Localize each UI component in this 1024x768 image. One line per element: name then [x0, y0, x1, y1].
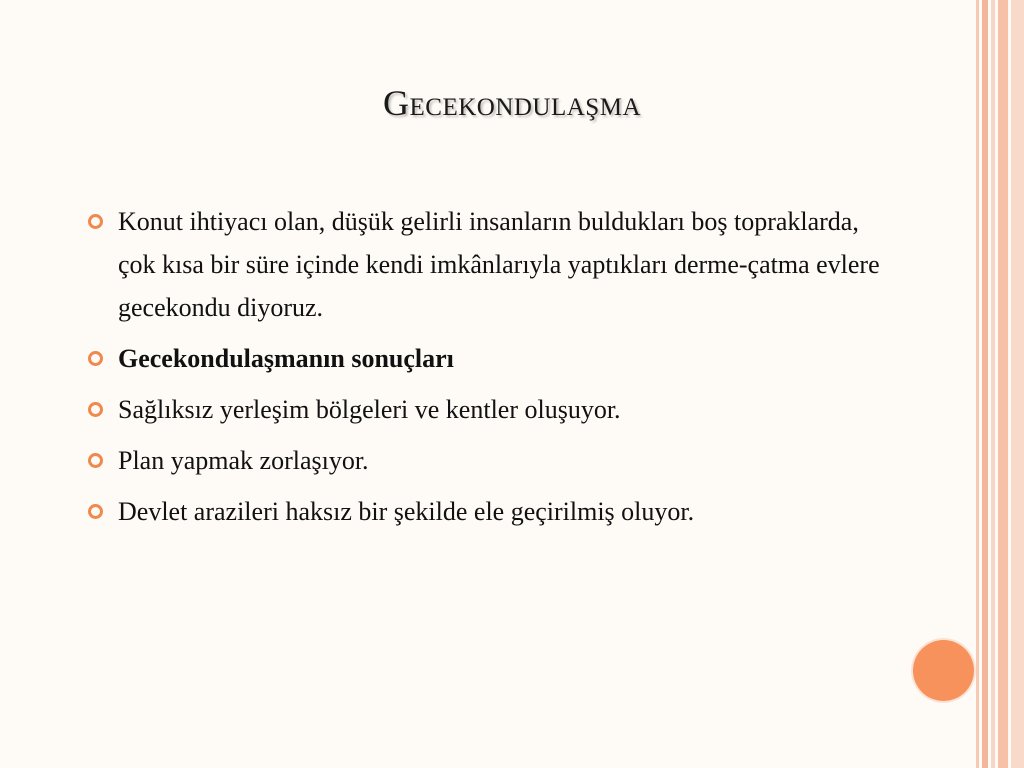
orange-circle-icon	[913, 640, 974, 701]
bullet-text: Devlet arazileri haksız bir şekilde ele geçirilmiş oluyor.	[118, 497, 695, 526]
bullet-text: Konut ihtiyacı olan, düşük gelirli insanların buldukları boş topraklarda, çok kısa bir süre içinde kendi imkânlarıyla yaptıkları derme-çatma evlere gecekondu diyoruz.	[118, 207, 880, 322]
list-item	[86, 200, 886, 329]
slide-title: Gecekondulaşma	[383, 83, 641, 123]
list-item	[86, 490, 886, 533]
bullet-text: Gecekondulaşmanın sonuçları	[118, 344, 454, 373]
list-item	[86, 337, 886, 380]
ring-bullet-icon	[88, 402, 103, 417]
bullet-text: Plan yapmak zorlaşıyor.	[118, 446, 369, 475]
ring-bullet-icon	[88, 214, 103, 229]
bullet-text: Sağlıksız yerleşim bölgeleri ve kentler oluşuyor.	[118, 395, 621, 424]
list-item	[86, 439, 886, 482]
list-item	[86, 388, 886, 431]
ring-bullet-icon	[88, 351, 103, 366]
ring-bullet-icon	[88, 453, 103, 468]
bullet-list	[86, 200, 886, 541]
ring-bullet-icon	[88, 504, 103, 519]
